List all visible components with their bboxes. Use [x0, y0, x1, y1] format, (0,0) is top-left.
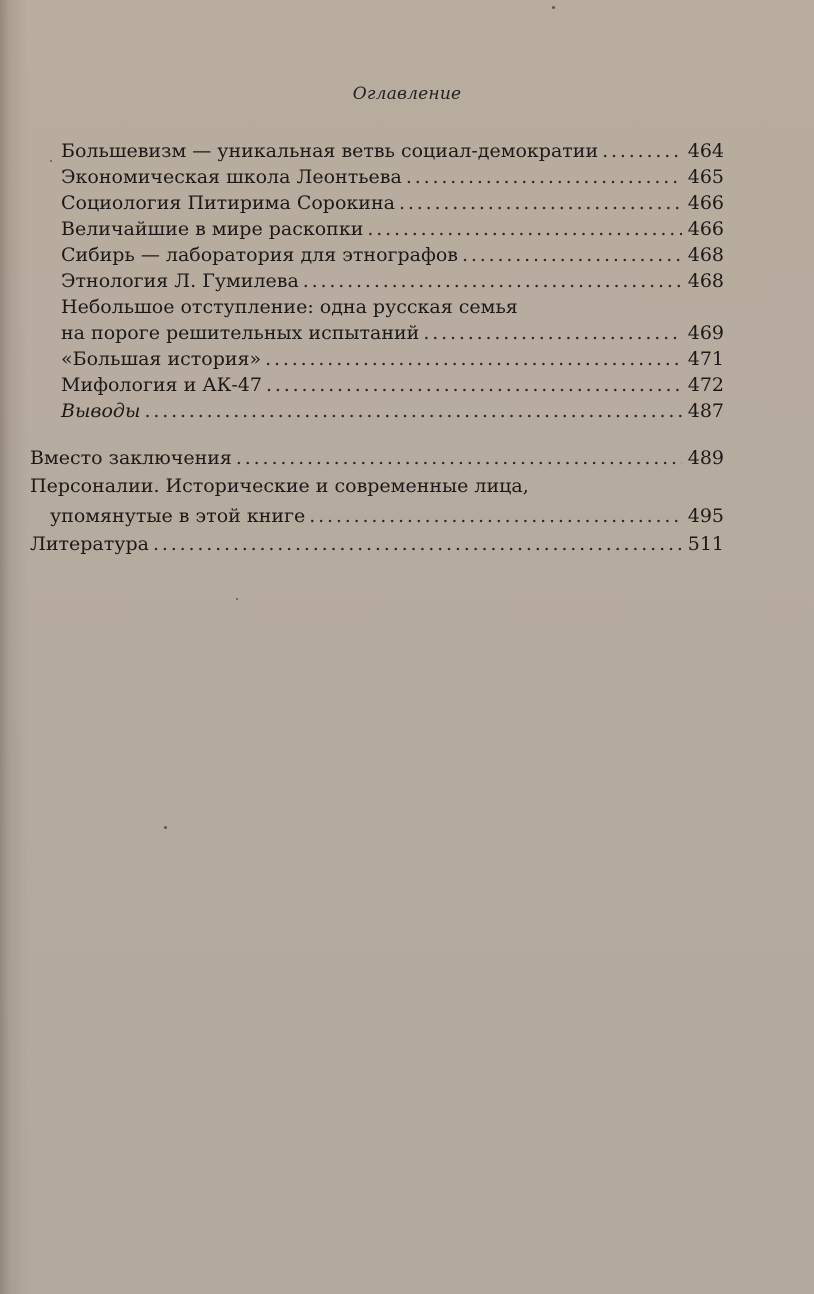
dot-leader — [266, 372, 682, 398]
running-head: Оглавление — [352, 84, 462, 104]
dot-leader — [303, 268, 682, 294]
toc-page-number: 472 — [687, 374, 724, 396]
toc-page-number: 487 — [687, 400, 724, 422]
toc-entry[interactable] — [30, 216, 724, 242]
toc-entry[interactable] — [30, 138, 724, 164]
toc-page-number: 471 — [687, 348, 724, 370]
toc-entry[interactable] — [30, 445, 724, 471]
toc-entry-line1[interactable] — [30, 294, 724, 320]
dot-leader — [423, 320, 681, 346]
paper-speck — [164, 826, 167, 829]
dot-leader — [399, 190, 682, 216]
toc-entry-title-continued: на пороге решительных испытаний — [61, 322, 420, 344]
toc-entry[interactable] — [30, 531, 724, 557]
toc-entry-title: «Большая история» — [61, 348, 262, 370]
dot-leader — [153, 531, 682, 557]
toc-entry[interactable] — [30, 164, 724, 190]
toc-entry-title: Небольшое отступление: одна русская семья — [61, 296, 518, 318]
toc-entry-title: Вместо заключения — [30, 447, 232, 469]
toc-entry-line1[interactable] — [30, 471, 724, 501]
toc-page-number: 469 — [687, 322, 724, 344]
toc-entry-title-continued: упомянутые в этой книге — [50, 505, 306, 527]
toc-page-number: 466 — [687, 192, 724, 214]
toc-page-number: 466 — [687, 218, 724, 240]
toc-entry-title: Большевизм — уникальная ветвь социал-демократии — [61, 140, 599, 162]
paper-speck — [552, 6, 555, 9]
toc-entry-line2[interactable] — [30, 501, 724, 531]
toc-entry-title: Мифология и АК-47 — [61, 374, 262, 396]
toc-entry-title: Персоналии. Исторические и современные лица, — [30, 475, 529, 497]
toc-entry[interactable] — [30, 268, 724, 294]
toc-entry-title: Литература — [30, 533, 149, 555]
toc-entry-title: Социология Питирима Сорокина — [61, 192, 395, 214]
dot-leader — [144, 398, 681, 424]
toc-entry-title: Экономическая школа Леонтьева — [61, 166, 402, 188]
dot-leader — [367, 216, 681, 242]
toc-entry-line2[interactable] — [30, 320, 724, 346]
toc-entry-title: Сибирь — лаборатория для этнографов — [61, 244, 458, 266]
dot-leader — [462, 242, 682, 268]
toc-entry[interactable] — [30, 398, 724, 424]
toc-page-number: 489 — [687, 447, 724, 469]
toc-page-number: 468 — [687, 270, 724, 292]
toc-page-number: 468 — [687, 244, 724, 266]
toc-page-number: 464 — [687, 140, 724, 162]
toc-entry-title: Величайшие в мире раскопки — [61, 218, 364, 240]
toc-entry[interactable] — [30, 346, 724, 372]
dot-leader — [406, 164, 682, 190]
toc-entry-title: Выводы — [61, 400, 141, 422]
dot-leader — [265, 346, 682, 372]
paper-speck — [50, 160, 52, 162]
dot-leader — [602, 138, 682, 164]
toc-page-number: 465 — [687, 166, 724, 188]
toc-entry[interactable] — [30, 242, 724, 268]
toc-entry-title: Этнология Л. Гумилева — [61, 270, 299, 292]
toc-page-number: 511 — [687, 533, 724, 555]
dot-leader — [309, 501, 681, 531]
toc-page-number: 495 — [687, 505, 724, 527]
table-of-contents — [30, 138, 724, 557]
paper-speck — [236, 598, 238, 600]
toc-entry[interactable] — [30, 190, 724, 216]
dot-leader — [236, 445, 682, 471]
toc-entry[interactable] — [30, 372, 724, 398]
